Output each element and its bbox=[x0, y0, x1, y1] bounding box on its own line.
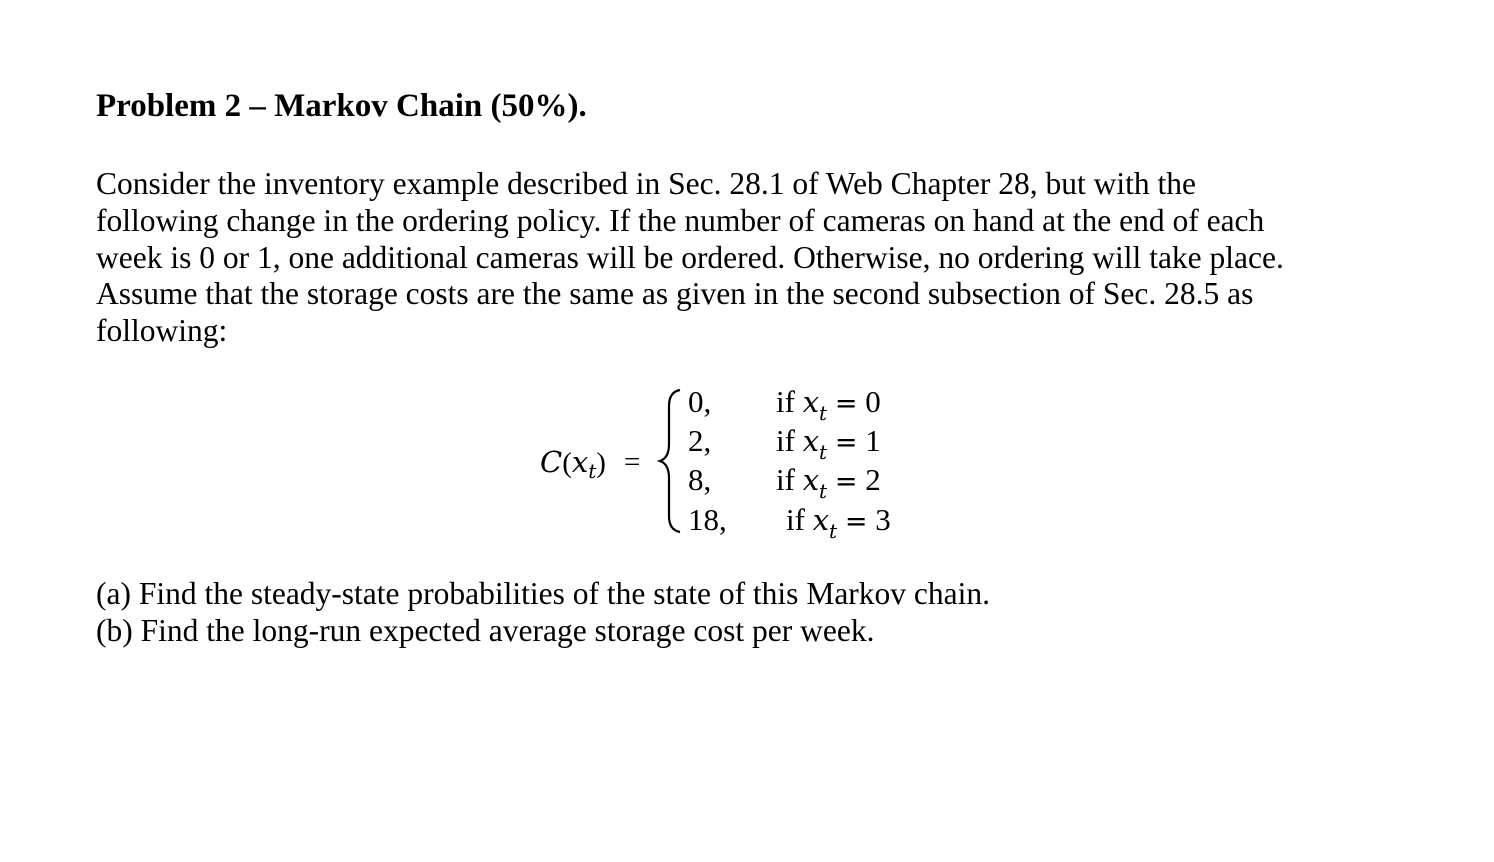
problem-description bbox=[96, 166, 1356, 350]
condition-subscript: t bbox=[829, 519, 838, 543]
open-paren: ( bbox=[562, 447, 572, 479]
condition-subscript: t bbox=[819, 401, 828, 425]
question-a: (a) Find the steady-state probabilities of the state of this Markov chain. bbox=[96, 576, 991, 611]
description-line: week is 0 or 1, one additional cameras will be ordered. Otherwise, no ordering will take place. bbox=[96, 239, 1284, 275]
condition-prefix: if bbox=[776, 423, 795, 458]
formula-equals: = bbox=[624, 446, 641, 478]
condition-prefix: if bbox=[776, 384, 795, 419]
storage-cost-formula bbox=[540, 382, 940, 542]
condition-subscript: t bbox=[819, 479, 828, 503]
condition-variable: x bbox=[812, 503, 830, 537]
case-condition bbox=[776, 423, 881, 462]
case-value: 18, bbox=[688, 502, 727, 537]
condition-state: 2 bbox=[865, 462, 881, 497]
condition-relation: = bbox=[834, 427, 858, 458]
case-condition bbox=[776, 462, 881, 501]
left-brace-icon bbox=[656, 386, 686, 536]
condition-relation: = bbox=[834, 388, 858, 419]
case-value: 2, bbox=[688, 423, 712, 458]
condition-state: 0 bbox=[865, 384, 881, 419]
description-line: Assume that the storage costs are the same as given in the second subsection of Sec. 28.5 as bbox=[96, 276, 1254, 312]
condition-relation: = bbox=[834, 466, 858, 497]
case-value: 8, bbox=[688, 462, 712, 497]
problem-title: Problem 2 – Markov Chain (50%). bbox=[96, 88, 587, 124]
close-paren: ) bbox=[596, 447, 606, 479]
condition-variable: x bbox=[802, 385, 820, 419]
function-variable: x bbox=[571, 445, 589, 479]
condition-state: 3 bbox=[875, 502, 891, 537]
function-subscript: t bbox=[588, 459, 597, 483]
description-line: following change in the ordering policy. If the number of cameras on hand at the end of each bbox=[96, 202, 1265, 238]
condition-state: 1 bbox=[865, 423, 881, 458]
case-condition bbox=[776, 384, 881, 423]
problem-questions bbox=[96, 576, 990, 650]
condition-relation: = bbox=[844, 506, 868, 537]
function-name: C bbox=[540, 445, 563, 479]
condition-prefix: if bbox=[776, 462, 795, 497]
condition-variable: x bbox=[802, 463, 820, 497]
case-value: 0, bbox=[688, 384, 712, 419]
condition-subscript: t bbox=[819, 440, 828, 464]
question-b: (b) Find the long-run expected average storage cost per week. bbox=[96, 612, 875, 648]
condition-prefix: if bbox=[786, 502, 805, 537]
formula-lhs bbox=[540, 444, 606, 483]
case-condition bbox=[786, 502, 891, 541]
description-line: following: bbox=[96, 313, 228, 349]
condition-variable: x bbox=[802, 424, 820, 458]
description-line: Consider the inventory example described in Sec. 28.1 of Web Chapter 28, but with the bbox=[96, 166, 1197, 201]
